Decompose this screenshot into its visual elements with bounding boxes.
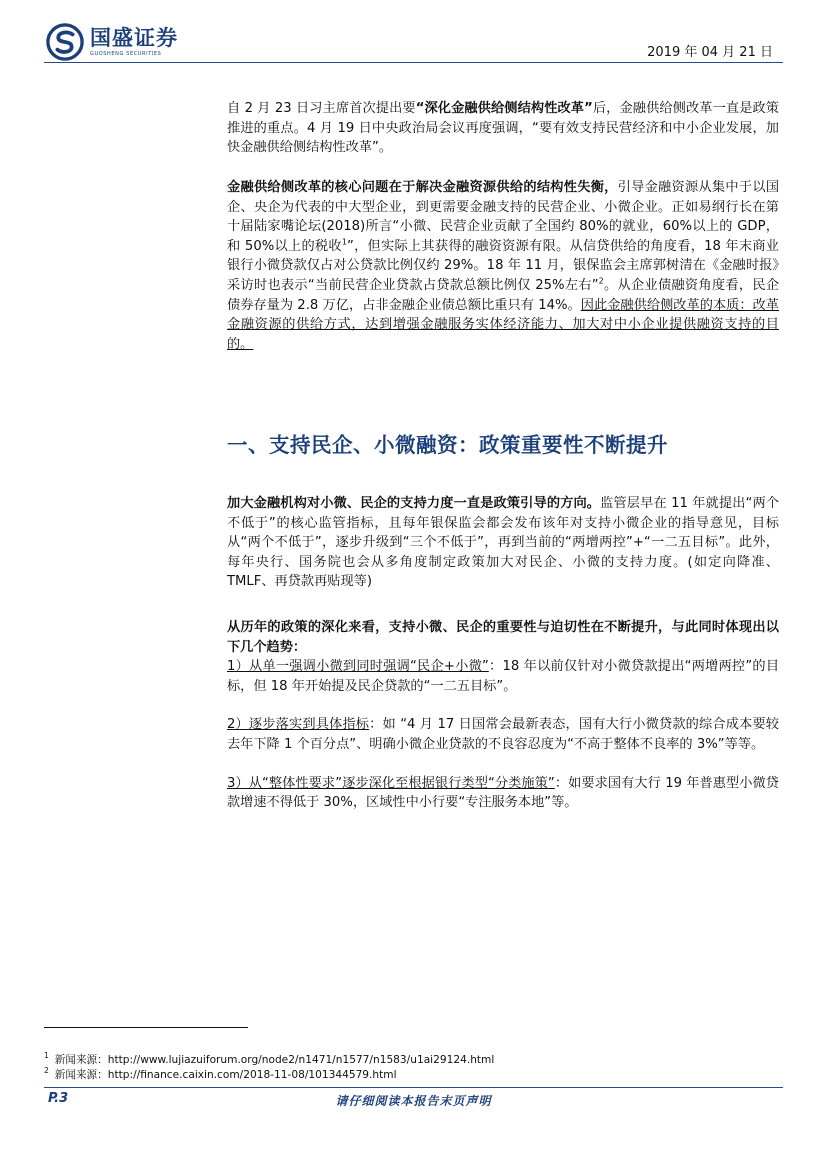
para1-text-b: 后，金融供给侧改革一直是政策推进的重点。4 月 19 日中央政治局会议再度强调，“要有效支持民营经济和中小企业发展，加快金融供给侧结构性改革”。: [227, 101, 779, 156]
para2-text-b: ”，但实际上其获得的融资资源有限。从信贷供给的角度看，18 年末商业银行小微贷款仅占对公贷款比例仅约 29%。18 年 11 月，银保监会主席郭树清在《金融时报》采访时也表示“当前民营企业贷款占贷款总额比例仅 25%左右”: [227, 238, 779, 293]
trend-item-3-title: 3）从“整体性要求”逐步深化至根据银行类型“分类施策”: [227, 775, 555, 791]
trend-item-2-title: 2）逐步落实到具体指标: [227, 717, 370, 733]
logo-wordmark: 国盛证券: [90, 26, 178, 50]
paragraph-2: [227, 178, 779, 354]
trend-item-2-text: ：如 “4 月 17 日国常会最新表态，国有大行小微贷款的综合成本要较去年下降 1 个百分点”、明确小微企业贷款的不良容忍度为“不高于整体不良率的 3%”等等。: [227, 717, 779, 752]
footnotes: [44, 1053, 783, 1083]
para3-text: 监管层早在 11 年就提出“两个不低于”的核心监管指标，且每年银保监会都会发布该年对支持小微企业的指导意见，目标从“两个不低于”，逐步升级到“三个不低于”，再到当前的“两增两控”+“一二五目标”。此外，每年央行、国务院也会从多角度制定政策加大对民企、小微的支持力度。(如定向降准、TMLF、再贷款再贴现等): [227, 496, 780, 590]
footnote-2-text[interactable]: 新闻来源：http://finance.caixin.com/2018-11-08/101344579.html: [54, 1069, 397, 1081]
paragraph-3: [227, 494, 779, 592]
paragraph-1: [227, 99, 779, 158]
footnote-1: $^1$ 新闻来源：http://www.lujiazuiforum.org/node2/n1471/n1577/n1583/u1ai29124.html: [44, 1051, 495, 1066]
trend-item-2: [227, 715, 779, 754]
page-header: [0, 0, 827, 70]
header-divider: [44, 62, 783, 63]
para2-text-a: 引导金融资源从集中于以国企、央企为代表的中大型企业，到更需要金融支持的民营企业、小微企业。正如易纲行长在第十届陆家嘴论坛(2018)所言“小微、民营企业贡献了全国约 80%的就业，60%以上的 GDP，和 50%以上的税收: [227, 180, 780, 254]
para1-text-a: 自 2 月 23 日习主席首次提出要: [227, 101, 416, 116]
company-logo: [46, 22, 178, 62]
footnote-ref-1[interactable]: 1: [341, 237, 347, 247]
para2-lead: 金融供给侧改革的核心问题在于解决金融资源供给的结构性失衡，: [227, 180, 618, 195]
trend-item-3: [227, 774, 779, 813]
footnote-ref-2[interactable]: 2: [598, 276, 604, 286]
footnote-2: $^2$ 新闻来源：http://finance.caixin.com/2018-11-08/101344579.html: [44, 1066, 397, 1081]
trend-item-1-title: 1）从单一强调小微到同时强调“民企+小微”: [227, 659, 489, 675]
footnote-1-text[interactable]: 新闻来源：http://www.lujiazuiforum.org/node2/n1471/n1577/n1583/u1ai29124.html: [54, 1054, 495, 1066]
page-number: P.3: [48, 1091, 69, 1106]
report-date: 2019 年 04 月 21 日: [647, 45, 773, 60]
logo-subtext: GUOSHENG SECURITIES: [90, 51, 162, 57]
para1-emphasis: “深化金融供给侧结构性改革”: [415, 101, 593, 116]
footer-disclaimer: 请仔细阅读本报告末页声明: [335, 1094, 492, 1108]
para3-lead: 加大金融机构对小微、民企的支持力度一直是政策引导的方向。: [227, 496, 601, 511]
para2-underlined-conclusion: 因此金融供给侧改革的本质：改革金融资源的供给方式，达到增强金融服务实体经济能力、加大对中小企业提供融资支持的目的。: [227, 297, 779, 352]
para2-text-c: 。从企业债融资角度看，民企债券存量为 2.8 万亿，占非金融企业债总额比重只有 14%。: [227, 277, 780, 313]
footer-divider: [44, 1087, 783, 1088]
guosheng-logo-icon: [46, 23, 84, 61]
section-heading-1: 一、支持民企、小微融资：政策重要性不断提升: [227, 433, 668, 457]
paragraph-4: [227, 618, 779, 813]
footnote-divider: [44, 1027, 248, 1028]
trend-item-3-text: ：如要求国有大行 19 年普惠型小微贷款增速不得低于 30%，区域性中小行要“专注服务本地”等。: [227, 775, 779, 811]
para4-lead: 从历年的政策的深化来看，支持小微、民企的重要性与迫切性在不断提升，与此同时体现出以下几个趋势：: [227, 620, 779, 655]
trend-item-1: [227, 657, 779, 696]
trend-item-1-text: ：18 年以前仅针对小微贷款提出“两增两控”的目标，但 18 年开始提及民企贷款的“一二五目标”。: [227, 659, 780, 694]
